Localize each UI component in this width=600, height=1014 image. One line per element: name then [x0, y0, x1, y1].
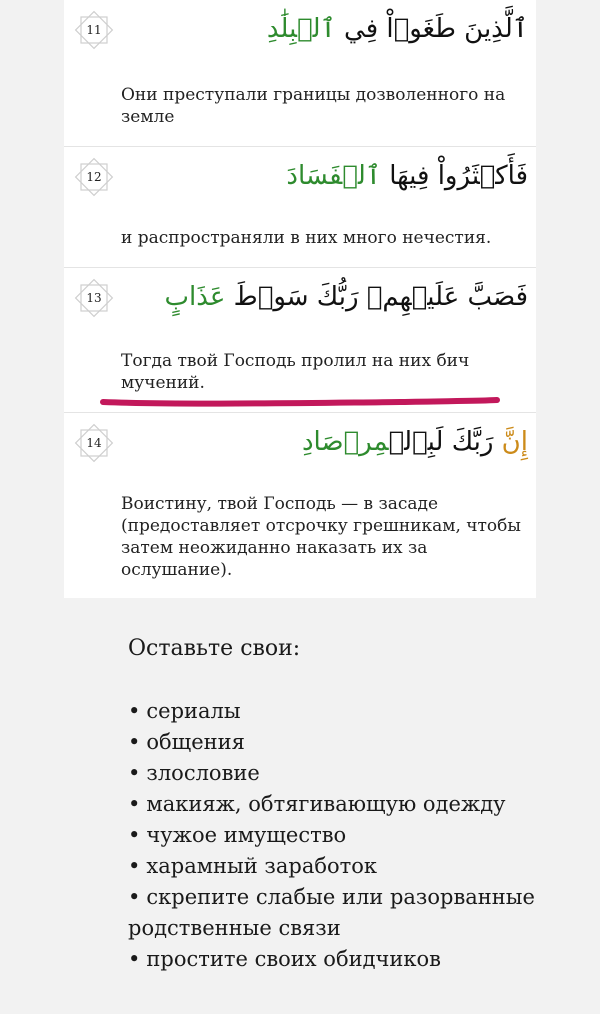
verse-item[interactable] — [64, 147, 536, 268]
arabic-text-highlighted: ٱلۡفَسَادَ — [286, 161, 381, 191]
verse-number: 12 — [86, 170, 102, 184]
list-item-text: скрепите слабые или разорванные родственные связи — [128, 885, 535, 940]
list-item-text: общения — [146, 730, 245, 754]
bullet-icon: • — [128, 730, 141, 754]
arabic-text — [267, 14, 528, 44]
arabic-text-main: ٱلَّذِينَ طَغَوۡاْ فِي — [335, 14, 528, 44]
verse-number: 14 — [86, 436, 102, 450]
arabic-text-main: فَأَكۡثَرُواْ فِيهَا — [380, 161, 528, 191]
verse-list — [64, 0, 536, 598]
arabic-text-main: فَصَبَّ عَلَيۡهِمۡ رَبُّكَ سَوۡطَ — [225, 282, 528, 312]
verse-number-badge — [74, 423, 114, 463]
list-item — [128, 758, 568, 789]
bullet-icon: • — [128, 699, 141, 723]
verse-item[interactable] — [64, 413, 536, 598]
list-item — [128, 727, 568, 758]
note-heading: Оставьте свои: — [128, 636, 301, 661]
list-item — [128, 789, 568, 820]
arabic-text-highlighted: مِرۡصَادِ — [301, 427, 389, 457]
bullet-icon: • — [128, 761, 141, 785]
note-list — [128, 696, 568, 975]
arabic-text-prefix: إِنَّ — [501, 427, 528, 457]
arabic-text-highlighted: ٱلۡبِلَٰدِ — [266, 14, 336, 44]
verse-number-badge — [74, 157, 114, 197]
list-item — [128, 944, 568, 975]
list-item-text: сериалы — [146, 699, 241, 723]
translation-text: Они преступали границы дозволенного на земле — [121, 85, 506, 127]
bullet-icon: • — [128, 854, 141, 878]
verse-number: 11 — [86, 23, 102, 37]
list-item — [128, 882, 568, 944]
arabic-text-main: رَبَّكَ لَبِٱلۡ — [388, 427, 502, 457]
list-item-text: макияж, обтягивающую одежду — [146, 792, 506, 816]
arabic-text — [286, 161, 528, 191]
verse-item[interactable] — [64, 0, 536, 147]
bullet-icon: • — [128, 885, 141, 909]
list-item-text: харамный заработок — [146, 854, 378, 878]
arabic-text-highlighted: عَذَابٍ — [164, 282, 226, 312]
bullet-icon: • — [128, 947, 141, 971]
list-item — [128, 851, 568, 882]
list-item — [128, 820, 568, 851]
verse-number: 13 — [86, 291, 102, 305]
list-item — [128, 696, 568, 727]
arabic-text — [302, 427, 528, 457]
verse-number-badge — [74, 10, 114, 50]
verse-number-badge — [74, 278, 114, 318]
list-item-text: злословие — [146, 761, 260, 785]
arabic-text — [165, 282, 528, 312]
translation-text: и распространяли в них много нечестия. — [121, 228, 492, 248]
note-block — [128, 634, 568, 975]
highlight-underline — [100, 397, 500, 407]
bullet-icon: • — [128, 792, 141, 816]
translation-text: Воистину, твой Господь — в засаде (предоставляет отсрочку грешникам, чтобы затем неожиданно наказать их за ослушание). — [121, 494, 521, 580]
list-item-text: простите своих обидчиков — [146, 947, 441, 971]
translation-text: Тогда твой Господь пролил на них бич мучений. — [121, 351, 470, 393]
list-item-text: чужое имущество — [146, 823, 347, 847]
verse-item[interactable] — [64, 268, 536, 413]
bullet-icon: • — [128, 823, 141, 847]
